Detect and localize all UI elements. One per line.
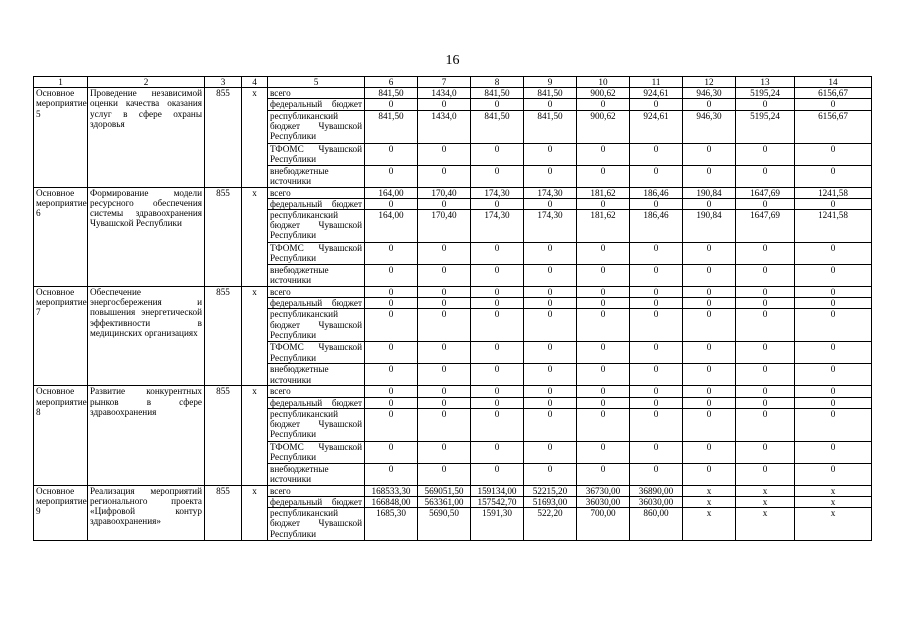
value-cell: 0 — [524, 99, 577, 110]
value-cell: 0 — [418, 463, 471, 485]
value-cell: 159134,00 — [471, 485, 524, 496]
value-cell: 0 — [630, 386, 683, 397]
value-cell: 0 — [418, 99, 471, 110]
value-cell: 0 — [795, 386, 872, 397]
value-cell: 0 — [736, 342, 795, 364]
value-cell: 841,50 — [524, 88, 577, 99]
value-cell: 0 — [471, 397, 524, 408]
value-cell: 36030,00 — [630, 497, 683, 508]
value-cell: 0 — [471, 364, 524, 386]
value-cell: 0 — [683, 364, 736, 386]
value-cell: x — [736, 497, 795, 508]
value-cell: 0 — [736, 441, 795, 463]
value-cell: 0 — [577, 342, 630, 364]
value-cell: 0 — [524, 298, 577, 309]
group-name: Основное мероприятие 9 — [34, 485, 88, 540]
value-cell: 0 — [683, 165, 736, 187]
value-cell: 0 — [471, 342, 524, 364]
value-cell: 0 — [795, 441, 872, 463]
value-cell: 0 — [365, 99, 418, 110]
value-cell: 170,40 — [418, 187, 471, 198]
group-code: 855 — [205, 287, 242, 386]
value-cell: 0 — [577, 165, 630, 187]
column-header-2: 2 — [88, 77, 205, 88]
funding-source: федеральный бюджет — [268, 298, 365, 309]
column-header-9: 9 — [524, 77, 577, 88]
value-cell: 5195,24 — [736, 88, 795, 99]
value-cell: 0 — [524, 165, 577, 187]
value-cell: 0 — [524, 364, 577, 386]
value-cell: 0 — [418, 441, 471, 463]
value-cell: 0 — [795, 165, 872, 187]
funding-source: республиканский бюджет Чувашской Республики — [268, 110, 365, 143]
value-cell: 0 — [630, 364, 683, 386]
value-cell: 164,00 — [365, 187, 418, 198]
value-cell: 0 — [365, 298, 418, 309]
value-cell: 1685,30 — [365, 508, 418, 541]
value-cell: 841,50 — [471, 110, 524, 143]
value-cell: 0 — [683, 143, 736, 165]
value-cell: 0 — [577, 99, 630, 110]
value-cell: 0 — [524, 243, 577, 265]
value-cell: x — [736, 485, 795, 496]
value-cell: 0 — [736, 397, 795, 408]
column-header-7: 7 — [418, 77, 471, 88]
funding-source: всего — [268, 88, 365, 99]
value-cell: 6156,67 — [795, 110, 872, 143]
value-cell: 0 — [795, 143, 872, 165]
value-cell: 0 — [418, 309, 471, 342]
column-header-12: 12 — [683, 77, 736, 88]
value-cell: 0 — [524, 397, 577, 408]
group-code: 855 — [205, 187, 242, 286]
group-mark: x — [242, 386, 268, 485]
value-cell: 1434,0 — [418, 88, 471, 99]
value-cell: 51693,00 — [524, 497, 577, 508]
value-cell: 0 — [683, 386, 736, 397]
value-cell: 0 — [795, 408, 872, 441]
value-cell: 0 — [630, 298, 683, 309]
table-body — [34, 88, 872, 541]
group-description: Развитие конкурентных рынков в сфере здравоохранения — [88, 386, 205, 485]
value-cell: 1647,69 — [736, 210, 795, 243]
value-cell: 0 — [736, 408, 795, 441]
value-cell: 190,84 — [683, 187, 736, 198]
value-cell: 0 — [795, 243, 872, 265]
value-cell: 0 — [365, 243, 418, 265]
value-cell: 0 — [471, 99, 524, 110]
value-cell: 168533,30 — [365, 485, 418, 496]
funding-source: внебюджетные источники — [268, 463, 365, 485]
column-header-10: 10 — [577, 77, 630, 88]
value-cell: 1591,30 — [471, 508, 524, 541]
column-header-13: 13 — [736, 77, 795, 88]
value-cell: x — [795, 508, 872, 541]
funding-source: республиканский бюджет Чувашской Республики — [268, 309, 365, 342]
value-cell: 700,00 — [577, 508, 630, 541]
value-cell: 946,30 — [683, 88, 736, 99]
value-cell: 0 — [577, 386, 630, 397]
group-code: 855 — [205, 88, 242, 187]
group-name: Основное мероприятие 7 — [34, 287, 88, 386]
value-cell: 0 — [736, 243, 795, 265]
value-cell: 174,30 — [524, 187, 577, 198]
value-cell: 0 — [524, 287, 577, 298]
funding-source: федеральный бюджет — [268, 99, 365, 110]
value-cell: 0 — [630, 243, 683, 265]
value-cell: 52215,20 — [524, 485, 577, 496]
table-row — [34, 485, 872, 496]
value-cell: 0 — [471, 287, 524, 298]
value-cell: 0 — [577, 265, 630, 287]
value-cell: 0 — [365, 309, 418, 342]
value-cell: 0 — [365, 441, 418, 463]
funding-source: федеральный бюджет — [268, 397, 365, 408]
value-cell: 1241,58 — [795, 210, 872, 243]
value-cell: 0 — [418, 397, 471, 408]
value-cell: 0 — [630, 99, 683, 110]
group-code: 855 — [205, 485, 242, 540]
funding-source: внебюджетные источники — [268, 364, 365, 386]
group-code: 855 — [205, 386, 242, 485]
value-cell: 0 — [736, 386, 795, 397]
group-name: Основное мероприятие 6 — [34, 187, 88, 286]
value-cell: 0 — [683, 463, 736, 485]
value-cell: 841,50 — [365, 88, 418, 99]
value-cell: 900,62 — [577, 88, 630, 99]
value-cell: 0 — [577, 243, 630, 265]
table-row — [34, 88, 872, 99]
value-cell: 0 — [683, 287, 736, 298]
column-header-4: 4 — [242, 77, 268, 88]
value-cell: 0 — [365, 165, 418, 187]
value-cell: 0 — [577, 408, 630, 441]
value-cell: 164,00 — [365, 210, 418, 243]
value-cell: 0 — [365, 342, 418, 364]
value-cell: 166848,00 — [365, 497, 418, 508]
value-cell: 174,30 — [524, 210, 577, 243]
value-cell: 569051,50 — [418, 485, 471, 496]
funding-source: республиканский бюджет Чувашской Республики — [268, 508, 365, 541]
value-cell: 0 — [418, 342, 471, 364]
funding-source: всего — [268, 187, 365, 198]
value-cell: 0 — [736, 287, 795, 298]
header-row — [34, 77, 872, 88]
value-cell: 0 — [471, 165, 524, 187]
table-row — [34, 386, 872, 397]
value-cell: 0 — [577, 441, 630, 463]
value-cell: 0 — [795, 364, 872, 386]
value-cell: 0 — [471, 386, 524, 397]
funding-source: федеральный бюджет — [268, 198, 365, 209]
value-cell: 563361,00 — [418, 497, 471, 508]
value-cell: 181,62 — [577, 187, 630, 198]
column-header-6: 6 — [365, 77, 418, 88]
value-cell: 0 — [577, 298, 630, 309]
value-cell: 0 — [630, 441, 683, 463]
value-cell: x — [683, 485, 736, 496]
funding-source: ТФОМС Чувашской Республики — [268, 243, 365, 265]
value-cell: x — [683, 508, 736, 541]
value-cell: 0 — [365, 265, 418, 287]
value-cell: 0 — [630, 463, 683, 485]
value-cell: 0 — [795, 309, 872, 342]
value-cell: 841,50 — [471, 88, 524, 99]
value-cell: 0 — [577, 364, 630, 386]
value-cell: 186,46 — [630, 187, 683, 198]
group-mark: x — [242, 287, 268, 386]
value-cell: 0 — [418, 287, 471, 298]
value-cell: 0 — [683, 408, 736, 441]
value-cell: 0 — [471, 441, 524, 463]
value-cell: 0 — [471, 143, 524, 165]
group-name: Основное мероприятие 5 — [34, 88, 88, 187]
value-cell: 860,00 — [630, 508, 683, 541]
value-cell: 900,62 — [577, 110, 630, 143]
column-header-14: 14 — [795, 77, 872, 88]
value-cell: 0 — [471, 243, 524, 265]
value-cell: 0 — [365, 386, 418, 397]
value-cell: 0 — [524, 386, 577, 397]
funding-source: ТФОМС Чувашской Республики — [268, 441, 365, 463]
column-header-1: 1 — [34, 77, 88, 88]
value-cell: 190,84 — [683, 210, 736, 243]
value-cell: 0 — [524, 463, 577, 485]
value-cell: x — [795, 497, 872, 508]
value-cell: 0 — [471, 265, 524, 287]
funding-source: федеральный бюджет — [268, 497, 365, 508]
group-mark: x — [242, 187, 268, 286]
value-cell: x — [795, 485, 872, 496]
value-cell: 0 — [630, 408, 683, 441]
value-cell: 0 — [365, 463, 418, 485]
value-cell: 0 — [630, 397, 683, 408]
value-cell: 0 — [683, 298, 736, 309]
value-cell: 0 — [736, 165, 795, 187]
value-cell: 36030,00 — [577, 497, 630, 508]
value-cell: 181,62 — [577, 210, 630, 243]
funding-source: ТФОМС Чувашской Республики — [268, 143, 365, 165]
value-cell: 0 — [683, 198, 736, 209]
table-row — [34, 187, 872, 198]
value-cell: 841,50 — [365, 110, 418, 143]
value-cell: 0 — [683, 441, 736, 463]
column-header-3: 3 — [205, 77, 242, 88]
funding-source: республиканский бюджет Чувашской Республики — [268, 408, 365, 441]
value-cell: 1647,69 — [736, 187, 795, 198]
table-row — [34, 287, 872, 298]
value-cell: 0 — [577, 143, 630, 165]
value-cell: 0 — [524, 441, 577, 463]
value-cell: 0 — [471, 198, 524, 209]
value-cell: 0 — [736, 463, 795, 485]
value-cell: 0 — [630, 287, 683, 298]
value-cell: 0 — [795, 342, 872, 364]
value-cell: 0 — [736, 99, 795, 110]
value-cell: 0 — [418, 265, 471, 287]
value-cell: 0 — [795, 298, 872, 309]
group-description: Проведение независимой оценки качества оказания услуг в сфере охраны здоровья — [88, 88, 205, 187]
group-mark: x — [242, 485, 268, 540]
value-cell: 36890,00 — [630, 485, 683, 496]
value-cell: 522,20 — [524, 508, 577, 541]
column-header-11: 11 — [630, 77, 683, 88]
funding-table — [33, 76, 872, 541]
value-cell: 841,50 — [524, 110, 577, 143]
value-cell: 0 — [630, 198, 683, 209]
value-cell: 0 — [418, 198, 471, 209]
value-cell: 0 — [524, 198, 577, 209]
value-cell: 0 — [418, 408, 471, 441]
value-cell: 0 — [795, 397, 872, 408]
value-cell: 0 — [524, 342, 577, 364]
value-cell: 0 — [418, 386, 471, 397]
value-cell: 6156,67 — [795, 88, 872, 99]
value-cell: 0 — [683, 309, 736, 342]
value-cell: 0 — [524, 265, 577, 287]
value-cell: 0 — [471, 298, 524, 309]
value-cell: x — [683, 497, 736, 508]
column-header-5: 5 — [268, 77, 365, 88]
value-cell: 0 — [630, 143, 683, 165]
value-cell: 0 — [795, 265, 872, 287]
value-cell: 0 — [736, 364, 795, 386]
value-cell: 0 — [524, 143, 577, 165]
value-cell: 0 — [577, 397, 630, 408]
value-cell: 0 — [577, 309, 630, 342]
value-cell: 0 — [795, 287, 872, 298]
value-cell: 0 — [683, 397, 736, 408]
value-cell: 0 — [683, 243, 736, 265]
value-cell: 0 — [795, 198, 872, 209]
group-description: Реализация мероприятий регионального проекта «Цифровой контур здравоохранения» — [88, 485, 205, 540]
value-cell: 5690,50 — [418, 508, 471, 541]
value-cell: 0 — [471, 309, 524, 342]
value-cell: 0 — [524, 309, 577, 342]
value-cell: 1241,58 — [795, 187, 872, 198]
value-cell: 36730,00 — [577, 485, 630, 496]
value-cell: 0 — [365, 198, 418, 209]
column-header-8: 8 — [471, 77, 524, 88]
value-cell: 0 — [365, 397, 418, 408]
value-cell: 0 — [577, 463, 630, 485]
group-description: Обеспечение энергосбережения и повышения энергетической эффективности в медицинских организациях — [88, 287, 205, 386]
value-cell: 0 — [736, 298, 795, 309]
value-cell: 924,61 — [630, 110, 683, 143]
funding-source: внебюджетные источники — [268, 165, 365, 187]
funding-source: всего — [268, 287, 365, 298]
value-cell: 186,46 — [630, 210, 683, 243]
value-cell: 5195,24 — [736, 110, 795, 143]
funding-source: внебюджетные источники — [268, 265, 365, 287]
value-cell: 0 — [365, 143, 418, 165]
value-cell: 0 — [736, 265, 795, 287]
value-cell: 0 — [471, 408, 524, 441]
group-name: Основное мероприятие 8 — [34, 386, 88, 485]
value-cell: 0 — [365, 287, 418, 298]
group-description: Формирование модели ресурсного обеспечения системы здравоохранения Чувашской Республики — [88, 187, 205, 286]
funding-source: всего — [268, 485, 365, 496]
value-cell: 0 — [418, 143, 471, 165]
value-cell: 0 — [418, 364, 471, 386]
value-cell: 0 — [736, 143, 795, 165]
value-cell: 0 — [418, 165, 471, 187]
value-cell: 0 — [418, 243, 471, 265]
value-cell: 1434,0 — [418, 110, 471, 143]
value-cell: 0 — [683, 99, 736, 110]
page-number: 16 — [445, 53, 460, 68]
value-cell: 0 — [577, 287, 630, 298]
value-cell: 0 — [683, 265, 736, 287]
value-cell: 0 — [577, 198, 630, 209]
funding-source: всего — [268, 386, 365, 397]
value-cell: 157542,70 — [471, 497, 524, 508]
value-cell: 170,40 — [418, 210, 471, 243]
value-cell: 0 — [736, 309, 795, 342]
value-cell: 0 — [630, 342, 683, 364]
value-cell: 0 — [795, 99, 872, 110]
funding-source: республиканский бюджет Чувашской Республики — [268, 210, 365, 243]
value-cell: 924,61 — [630, 88, 683, 99]
value-cell: x — [736, 508, 795, 541]
value-cell: 174,30 — [471, 210, 524, 243]
value-cell: 174,30 — [471, 187, 524, 198]
value-cell: 0 — [365, 364, 418, 386]
value-cell: 0 — [630, 265, 683, 287]
group-mark: x — [242, 88, 268, 187]
value-cell: 0 — [630, 309, 683, 342]
value-cell: 0 — [630, 165, 683, 187]
value-cell: 0 — [683, 342, 736, 364]
value-cell: 0 — [524, 408, 577, 441]
value-cell: 0 — [795, 463, 872, 485]
value-cell: 0 — [471, 463, 524, 485]
value-cell: 0 — [365, 408, 418, 441]
value-cell: 0 — [736, 198, 795, 209]
funding-source: ТФОМС Чувашской Республики — [268, 342, 365, 364]
value-cell: 946,30 — [683, 110, 736, 143]
value-cell: 0 — [418, 298, 471, 309]
